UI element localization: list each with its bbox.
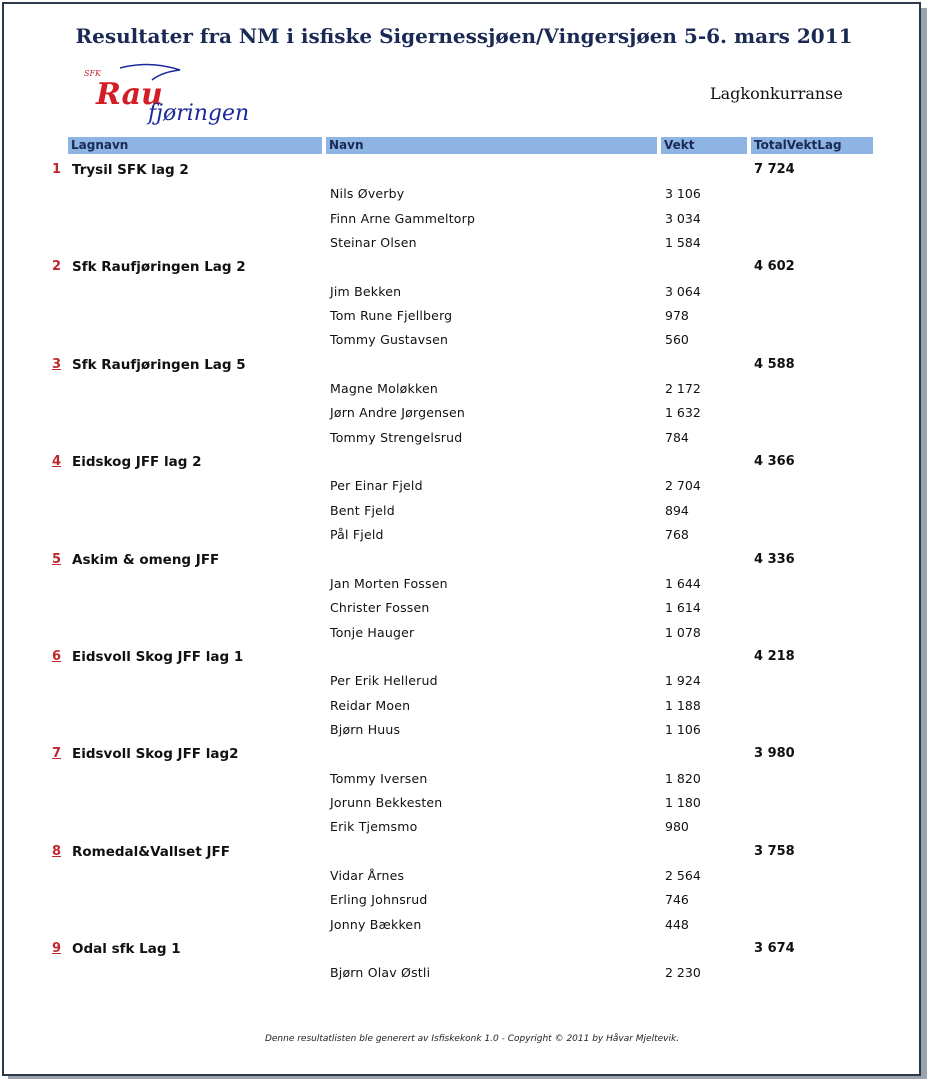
member-row — [0, 377, 928, 401]
team-rank: 1 — [52, 162, 62, 177]
member-name: Pål Fjeld — [330, 527, 384, 543]
member-weight: 1 584 — [665, 235, 701, 251]
member-name: Jim Bekken — [330, 283, 402, 299]
member-weight: 3 106 — [665, 186, 701, 202]
member-weight: 1 924 — [665, 673, 701, 689]
header-total: TotalVektLag — [751, 137, 873, 154]
team-name: Eidsvoll Skog JFF lag 1 — [72, 648, 244, 665]
member-row — [0, 815, 928, 839]
footer-note: Denne resultatlisten ble generert av Isfiskekonk 1.0 - Copyright © 2011 by Håvar Mjeltevik. — [264, 1034, 680, 1044]
member-name: Bjørn Olav Østli — [330, 965, 431, 981]
team-rank[interactable]: 7 — [52, 746, 62, 762]
team-rank[interactable]: 9 — [52, 941, 62, 956]
member-weight: 2 564 — [665, 867, 701, 883]
member-weight: 1 820 — [665, 770, 701, 786]
member-row — [0, 328, 928, 352]
member-row — [0, 572, 928, 596]
team-row — [0, 937, 928, 961]
member-row — [0, 280, 928, 304]
member-row — [0, 207, 928, 231]
member-weight: 448 — [665, 916, 689, 932]
team-total: 3 674 — [754, 941, 795, 956]
team-name: Sfk Raufjøringen Lag 5 — [72, 356, 246, 373]
member-name: Christer Fossen — [330, 600, 430, 616]
team-row — [0, 645, 928, 669]
team-rank[interactable]: 5 — [52, 551, 62, 567]
member-weight: 768 — [665, 527, 689, 543]
team-total: 7 724 — [754, 162, 795, 177]
member-name: Jørn Andre Jørgensen — [330, 405, 466, 421]
member-weight: 2 704 — [665, 478, 701, 494]
member-row — [0, 694, 928, 718]
team-rank[interactable]: 4 — [52, 454, 62, 470]
member-weight: 1 188 — [665, 697, 701, 713]
member-row — [0, 669, 928, 693]
subtitle: Lagkonkurranse — [710, 84, 843, 103]
member-row — [0, 913, 928, 937]
team-name: Eidskog JFF lag 2 — [72, 454, 202, 471]
team-row — [0, 742, 928, 766]
header-team: Lagnavn — [68, 137, 322, 154]
member-name: Erik Tjemsmo — [330, 819, 418, 835]
member-name: Bjørn Huus — [330, 721, 401, 737]
header-weight: Vekt — [661, 137, 747, 154]
member-row — [0, 596, 928, 620]
member-weight: 3 034 — [665, 210, 701, 226]
member-name: Tonje Hauger — [330, 624, 415, 640]
team-total: 4 366 — [754, 454, 795, 470]
member-name: Nils Øverby — [330, 186, 405, 202]
team-row — [0, 353, 928, 377]
member-name: Erling Johnsrud — [330, 892, 428, 908]
club-logo — [80, 62, 250, 132]
team-name: Sfk Raufjøringen Lag 2 — [72, 259, 246, 276]
member-row — [0, 767, 928, 791]
member-weight: 3 064 — [665, 283, 701, 299]
team-row — [0, 158, 928, 182]
results-table — [0, 158, 928, 986]
team-name: Romedal&Vallset JFF — [72, 843, 230, 860]
team-total: 4 602 — [754, 259, 795, 275]
team-total: 4 218 — [754, 648, 795, 664]
team-row — [0, 840, 928, 864]
member-weight: 784 — [665, 429, 689, 445]
page-title: Resultater fra NM i isfiske Sigernessjøen/Vingersjøen 5-6. mars 2011 — [75, 24, 853, 48]
team-total: 4 588 — [754, 356, 795, 372]
team-name: Eidsvoll Skog JFF lag2 — [72, 746, 239, 763]
team-row — [0, 255, 928, 279]
team-total: 3 758 — [754, 843, 795, 859]
member-name: Magne Moløkken — [330, 381, 438, 397]
member-name: Vidar Årnes — [330, 867, 405, 883]
member-row — [0, 864, 928, 888]
member-row — [0, 304, 928, 328]
member-weight: 978 — [665, 308, 689, 324]
member-name: Jorunn Bekkesten — [330, 794, 443, 810]
member-row — [0, 523, 928, 547]
member-weight: 2 172 — [665, 381, 701, 397]
member-row — [0, 182, 928, 206]
member-weight: 1 106 — [665, 721, 701, 737]
member-row — [0, 231, 928, 255]
member-row — [0, 621, 928, 645]
member-name: Tommy Strengelsrud — [330, 429, 463, 445]
team-rank[interactable]: 6 — [52, 648, 62, 664]
member-weight: 1 180 — [665, 794, 701, 810]
member-weight: 1 614 — [665, 600, 701, 616]
member-weight: 746 — [665, 892, 689, 908]
member-row — [0, 961, 928, 985]
member-row — [0, 499, 928, 523]
team-name: Trysil SFK lag 2 — [72, 162, 189, 178]
team-rank[interactable]: 8 — [52, 843, 62, 859]
member-weight: 894 — [665, 502, 689, 518]
team-name: Odal sfk Lag 1 — [72, 941, 181, 957]
member-name: Steinar Olsen — [330, 235, 417, 251]
team-total: 3 980 — [754, 746, 795, 762]
member-weight: 560 — [665, 332, 689, 348]
team-row — [0, 450, 928, 474]
team-name: Askim & omeng JFF — [72, 551, 220, 568]
member-name: Per Einar Fjeld — [330, 478, 423, 494]
member-row — [0, 888, 928, 912]
team-total: 4 336 — [754, 551, 795, 567]
member-name: Tommy Iversen — [330, 770, 428, 786]
member-name: Tom Rune Fjellberg — [330, 308, 453, 324]
member-name: Bent Fjeld — [330, 502, 395, 518]
member-name: Jonny Bækken — [330, 916, 422, 932]
header-name: Navn — [326, 137, 657, 154]
member-row — [0, 401, 928, 425]
member-weight: 1 644 — [665, 575, 701, 591]
team-row — [0, 548, 928, 572]
member-weight: 980 — [665, 819, 689, 835]
member-row — [0, 718, 928, 742]
member-name: Per Erik Hellerud — [330, 673, 438, 689]
team-rank[interactable]: 3 — [52, 356, 62, 372]
member-weight: 1 078 — [665, 624, 701, 640]
member-row — [0, 426, 928, 450]
logo-word-2: fjøringen — [148, 101, 250, 126]
member-name: Reidar Moen — [330, 697, 411, 713]
logo-word-1: Rau — [96, 77, 163, 112]
member-weight: 1 632 — [665, 405, 701, 421]
member-weight: 2 230 — [665, 965, 701, 981]
member-row — [0, 791, 928, 815]
member-name: Jan Morten Fossen — [330, 575, 448, 591]
member-row — [0, 474, 928, 498]
team-rank: 2 — [52, 259, 62, 275]
logo-small-text: SFK — [84, 69, 102, 78]
member-name: Finn Arne Gammeltorp — [330, 210, 476, 226]
member-name: Tommy Gustavsen — [330, 332, 449, 348]
